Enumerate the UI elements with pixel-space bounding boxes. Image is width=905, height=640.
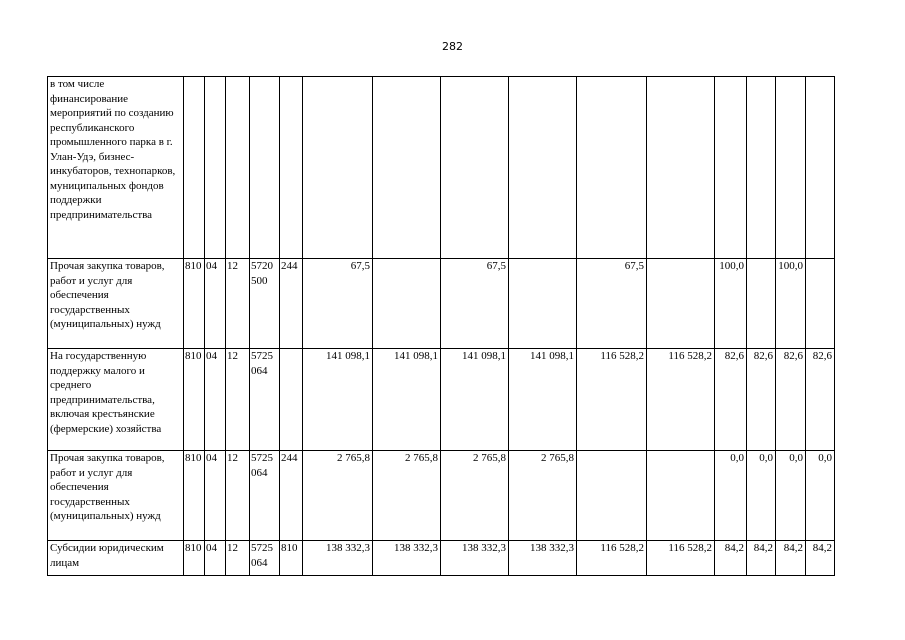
amount-value-cell: 2 765,8 — [509, 451, 577, 541]
amount-value-cell — [373, 77, 441, 259]
amount-value-cell — [647, 259, 715, 349]
ministry-code-cell: 810 — [184, 349, 205, 451]
amount-value-cell: 116 528,2 — [577, 349, 647, 451]
percent-value-cell: 0,0 — [715, 451, 747, 541]
expense-type-code-cell — [280, 77, 303, 259]
section-code-cell: 04 — [205, 259, 226, 349]
target-article-code-cell: 5720500 — [250, 259, 280, 349]
expense-type-code-cell: 810 — [280, 541, 303, 576]
percent-value-cell — [747, 259, 776, 349]
expense-type-code-cell — [280, 349, 303, 451]
amount-value-cell: 2 765,8 — [441, 451, 509, 541]
amount-value-cell: 116 528,2 — [647, 349, 715, 451]
amount-value-cell — [303, 77, 373, 259]
amount-value-cell — [509, 259, 577, 349]
amount-value-cell — [441, 77, 509, 259]
table-row — [48, 259, 835, 349]
amount-value-cell: 141 098,1 — [509, 349, 577, 451]
amount-value-cell: 116 528,2 — [647, 541, 715, 576]
percent-value-cell: 84,2 — [715, 541, 747, 576]
percent-value-cell: 82,6 — [715, 349, 747, 451]
table-row — [48, 349, 835, 451]
percent-value-cell: 100,0 — [776, 259, 806, 349]
percent-value-cell: 0,0 — [806, 451, 835, 541]
target-article-code-cell: 5725064 — [250, 451, 280, 541]
subsection-code-cell: 12 — [226, 349, 250, 451]
row-name-cell: в том числе финансирование мероприятий по созданию республиканского промышленного парка в г. Улан-Удэ, бизнес-инкубаторов, технопарков, муниципальных фондов поддержки предпринимательства — [48, 77, 184, 259]
percent-value-cell: 84,2 — [806, 541, 835, 576]
target-article-code-cell: 5725064 — [250, 541, 280, 576]
ministry-code-cell — [184, 77, 205, 259]
row-name-cell: Субсидии юридическим лицам — [48, 541, 184, 576]
ministry-code-cell: 810 — [184, 541, 205, 576]
amount-value-cell: 67,5 — [441, 259, 509, 349]
target-article-code-cell: 5725064 — [250, 349, 280, 451]
percent-value-cell: 100,0 — [715, 259, 747, 349]
section-code-cell — [205, 77, 226, 259]
percent-value-cell — [806, 77, 835, 259]
percent-value-cell: 84,2 — [747, 541, 776, 576]
percent-value-cell: 82,6 — [806, 349, 835, 451]
percent-value-cell — [806, 259, 835, 349]
amount-value-cell: 141 098,1 — [373, 349, 441, 451]
amount-value-cell — [647, 77, 715, 259]
row-name-cell: Прочая закупка товаров, работ и услуг для обеспечения государственных (муниципальных) нужд — [48, 259, 184, 349]
amount-value-cell: 138 332,3 — [373, 541, 441, 576]
row-name-cell: На государственную поддержку малого и среднего предпринимательства, включая крестьянские (фермерские) хозяйства — [48, 349, 184, 451]
amount-value-cell: 138 332,3 — [441, 541, 509, 576]
amount-value-cell: 67,5 — [303, 259, 373, 349]
amount-value-cell: 141 098,1 — [303, 349, 373, 451]
amount-value-cell: 2 765,8 — [303, 451, 373, 541]
budget-table — [47, 76, 835, 576]
percent-value-cell — [715, 77, 747, 259]
amount-value-cell — [373, 259, 441, 349]
percent-value-cell: 84,2 — [776, 541, 806, 576]
table-row — [48, 541, 835, 576]
subsection-code-cell: 12 — [226, 259, 250, 349]
percent-value-cell — [776, 77, 806, 259]
subsection-code-cell: 12 — [226, 541, 250, 576]
percent-value-cell: 0,0 — [776, 451, 806, 541]
amount-value-cell: 116 528,2 — [577, 541, 647, 576]
percent-value-cell: 0,0 — [747, 451, 776, 541]
target-article-code-cell — [250, 77, 280, 259]
subsection-code-cell — [226, 77, 250, 259]
amount-value-cell — [577, 77, 647, 259]
row-name-cell: Прочая закупка товаров, работ и услуг для обеспечения государственных (муниципальных) нужд — [48, 451, 184, 541]
expense-type-code-cell: 244 — [280, 451, 303, 541]
subsection-code-cell: 12 — [226, 451, 250, 541]
table-row — [48, 451, 835, 541]
section-code-cell: 04 — [205, 451, 226, 541]
amount-value-cell: 2 765,8 — [373, 451, 441, 541]
expense-type-code-cell: 244 — [280, 259, 303, 349]
amount-value-cell: 141 098,1 — [441, 349, 509, 451]
amount-value-cell: 67,5 — [577, 259, 647, 349]
amount-value-cell: 138 332,3 — [509, 541, 577, 576]
percent-value-cell: 82,6 — [747, 349, 776, 451]
section-code-cell: 04 — [205, 541, 226, 576]
percent-value-cell: 82,6 — [776, 349, 806, 451]
percent-value-cell — [747, 77, 776, 259]
amount-value-cell — [647, 451, 715, 541]
table-row — [48, 77, 835, 259]
ministry-code-cell: 810 — [184, 451, 205, 541]
page-number: 282 — [442, 40, 463, 53]
ministry-code-cell: 810 — [184, 259, 205, 349]
amount-value-cell — [577, 451, 647, 541]
amount-value-cell: 138 332,3 — [303, 541, 373, 576]
amount-value-cell — [509, 77, 577, 259]
section-code-cell: 04 — [205, 349, 226, 451]
